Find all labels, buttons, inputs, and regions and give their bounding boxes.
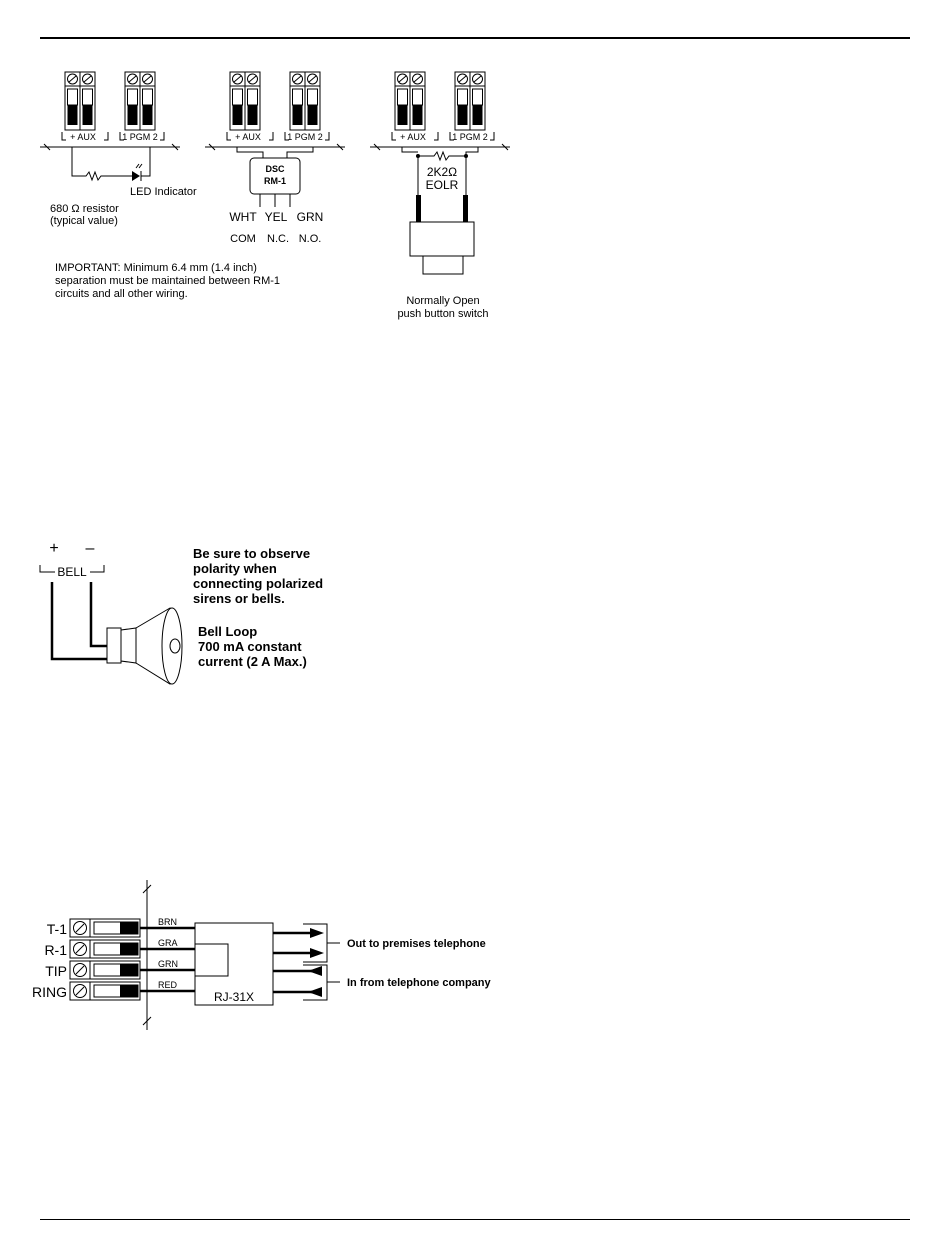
eolr-value: 2K2Ω: [426, 165, 458, 179]
wire-wht: WHT: [229, 210, 257, 224]
arrow-out-icon: [310, 948, 324, 958]
out-to-premises-label: Out to premises telephone: [347, 938, 486, 950]
in-from-telco-label: In from telephone company: [347, 977, 491, 989]
eolr-label: EOLR: [425, 178, 459, 192]
bell-terminal-label: BELL: [57, 565, 87, 579]
push-button-switch-icon: [410, 222, 474, 256]
terminal-block-aux: [65, 72, 95, 130]
resistor-label: 680 Ω resistor: [50, 203, 119, 215]
resistor-value-note: (typical value): [50, 215, 118, 227]
bell-minus-label: –: [85, 540, 95, 557]
rm1-box-label-1: DSC: [265, 164, 285, 174]
wire-grn: GRN: [158, 959, 178, 969]
telephone-terminal-block: [70, 919, 140, 1000]
switch-caption-line2: push button switch: [397, 308, 489, 320]
terminal-block-aux: [395, 72, 425, 130]
wire-red: RED: [158, 980, 178, 990]
bell-loop-line1: Bell Loop: [198, 624, 258, 639]
terminal-t1: T-1: [46, 921, 67, 937]
polarity-note-line3: connecting polarized: [193, 576, 324, 591]
wire-yel: YEL: [264, 210, 288, 224]
aux-label: + AUX: [70, 132, 96, 142]
important-note-line1: IMPORTANT: Minimum 6.4 mm (1.4 inch): [55, 262, 257, 274]
important-note-line2: separation must be maintained between RM-1: [55, 275, 281, 287]
led-icon: [132, 171, 140, 181]
terminal-block-pgm: [290, 72, 320, 130]
led-indicator-label: LED Indicator: [130, 186, 197, 198]
switch-caption-line1: Normally Open: [406, 295, 480, 307]
bell-plus-label: +: [49, 540, 59, 557]
terminal-ring: RING: [32, 984, 67, 1000]
rj31x-label: RJ-31X: [213, 990, 255, 1004]
terminal-block-pgm: [455, 72, 485, 130]
arrow-in-icon: [308, 966, 322, 976]
siren-icon: [107, 628, 121, 663]
contact-nc: N.C.: [267, 233, 289, 245]
bell-diagram: [40, 540, 323, 684]
arrow-in-icon: [308, 987, 322, 997]
pgm-label: 1 PGM 2: [287, 132, 323, 142]
polarity-note-line4: sirens or bells.: [193, 591, 285, 606]
terminal-block-pgm: [125, 72, 155, 130]
contact-com: COM: [230, 233, 256, 245]
contact-no: N.O.: [298, 233, 322, 245]
pgm-label: 1 PGM 2: [122, 132, 158, 142]
terminal-r1: R-1: [44, 942, 67, 958]
terminal-tip: TIP: [45, 963, 67, 979]
telephone-diagram: [32, 880, 492, 1030]
arrow-out-icon: [310, 928, 324, 938]
aux-label: + AUX: [400, 132, 426, 142]
rm1-box-label-2: RM-1: [264, 176, 286, 186]
wire-gra: GRA: [158, 938, 178, 948]
terminal-block-aux: [230, 72, 260, 130]
aux-label: + AUX: [235, 132, 261, 142]
pgm-relay-diagram: [205, 72, 345, 245]
wire-brn: BRN: [158, 917, 178, 927]
bell-loop-line3: current (2 A Max.): [198, 654, 307, 669]
bell-loop-line2: 700 mA constant: [198, 639, 302, 654]
wire-grn: GRN: [296, 210, 324, 224]
polarity-note-line2: polarity when: [193, 561, 277, 576]
polarity-note-line1: Be sure to observe: [193, 546, 311, 561]
pgm-label: 1 PGM 2: [452, 132, 488, 142]
important-note-line3: circuits and all other wiring.: [55, 288, 188, 300]
pgm-switch-diagram: [370, 72, 510, 320]
